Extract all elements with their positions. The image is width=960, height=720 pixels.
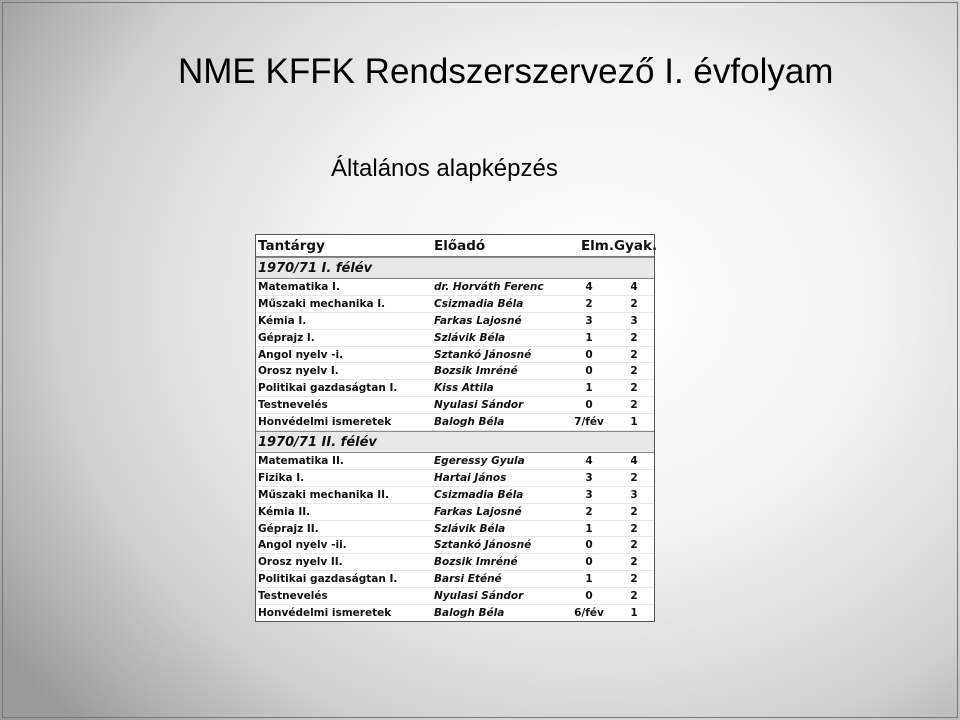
table-row (256, 521, 654, 538)
lecturer-cell: Egeressy Gyula (434, 454, 525, 467)
slide-title: NME KFFK Rendszerszervező I. évfolyam (178, 52, 834, 91)
practice-hours-cell: 2 (630, 365, 638, 378)
semester-header (256, 431, 654, 453)
table-row (256, 363, 654, 380)
table-row (256, 554, 654, 571)
lecturer-cell: Barsi Eténé (434, 573, 502, 586)
subject-cell: Politikai gazdaságtan I. (258, 382, 398, 395)
practice-hours-cell: 2 (630, 505, 638, 518)
table-row (256, 279, 654, 296)
lecturer-cell: Kiss Attila (434, 382, 494, 395)
practice-hours-cell: 2 (630, 590, 638, 603)
header-lecturer: Előadó (434, 237, 486, 254)
practice-hours-cell: 2 (630, 556, 638, 569)
lecturer-cell: Sztankó Jánosné (434, 539, 532, 552)
practice-hours-cell: 1 (630, 606, 638, 619)
practice-hours-cell: 2 (630, 348, 638, 361)
subject-cell: Géprajz I. (258, 331, 315, 344)
theory-hours-cell: 1 (585, 573, 593, 586)
semester-label: 1970/71 II. félév (258, 434, 377, 450)
table-row (256, 571, 654, 588)
course-table (255, 234, 658, 622)
table-header-row (256, 235, 658, 257)
lecturer-cell: Farkas Lajosné (434, 505, 522, 518)
subject-cell: Politikai gazdaságtan I. (258, 573, 398, 586)
practice-hours-cell: 2 (630, 297, 638, 310)
table-row (256, 588, 654, 605)
practice-hours-cell: 2 (630, 471, 638, 484)
table-row (256, 504, 654, 521)
table-row (256, 347, 654, 364)
lecturer-cell: Szlávik Béla (434, 331, 506, 344)
theory-hours-cell: 0 (585, 399, 593, 412)
theory-hours-cell: 2 (585, 297, 593, 310)
table-row (256, 487, 654, 504)
practice-hours-cell: 2 (630, 399, 638, 412)
theory-hours-cell: 1 (585, 382, 593, 395)
semester-label: 1970/71 I. félév (258, 260, 373, 276)
table-row (256, 296, 654, 313)
theory-hours-cell: 0 (585, 556, 593, 569)
lecturer-cell: Csizmadia Béla (434, 488, 524, 501)
subject-cell: Kémia I. (258, 314, 307, 327)
lecturer-cell: Sztankó Jánosné (434, 348, 532, 361)
lecturer-cell: Csizmadia Béla (434, 297, 524, 310)
subject-cell: Honvédelmi ismeretek (258, 606, 392, 619)
theory-hours-cell: 7/fév (574, 416, 604, 429)
theory-hours-cell: 0 (585, 590, 593, 603)
subject-cell: Matematika I. (258, 280, 340, 293)
lecturer-cell: Farkas Lajosné (434, 314, 522, 327)
theory-hours-cell: 6/fév (574, 606, 604, 619)
practice-hours-cell: 3 (630, 488, 638, 501)
theory-hours-cell: 3 (585, 314, 593, 327)
practice-hours-cell: 2 (630, 539, 638, 552)
practice-hours-cell: 2 (630, 331, 638, 344)
lecturer-cell: Bozsik Imréné (434, 556, 518, 569)
subject-cell: Géprajz II. (258, 522, 319, 535)
theory-hours-cell: 3 (585, 488, 593, 501)
lecturer-cell: Bozsik Imréné (434, 365, 518, 378)
header-subject: Tantárgy (258, 237, 325, 254)
subject-cell: Matematika II. (258, 454, 344, 467)
practice-hours-cell: 4 (630, 280, 638, 293)
practice-hours-cell: 2 (630, 522, 638, 535)
table-row (256, 414, 654, 431)
subject-cell: Angol nyelv -ii. (258, 539, 347, 552)
table-row (256, 537, 654, 554)
table-row (256, 453, 654, 470)
subject-cell: Fizika I. (258, 471, 305, 484)
subject-cell: Testnevelés (258, 399, 328, 412)
lecturer-cell: Balogh Béla (434, 606, 505, 619)
practice-hours-cell: 1 (630, 416, 638, 429)
semester-header (256, 257, 654, 279)
practice-hours-cell: 2 (630, 573, 638, 586)
table-row (256, 313, 654, 330)
lecturer-cell: Nyulasi Sándor (434, 399, 524, 412)
subject-cell: Műszaki mechanika I. (258, 297, 386, 310)
subject-cell: Angol nyelv -i. (258, 348, 344, 361)
theory-hours-cell: 2 (585, 505, 593, 518)
lecturer-cell: Szlávik Béla (434, 522, 506, 535)
table-row (256, 397, 654, 414)
practice-hours-cell: 2 (630, 382, 638, 395)
theory-hours-cell: 4 (585, 280, 593, 293)
theory-hours-cell: 0 (585, 348, 593, 361)
table-row (256, 470, 654, 487)
theory-hours-cell: 4 (585, 454, 593, 467)
theory-hours-cell: 3 (585, 471, 593, 484)
subject-cell: Testnevelés (258, 590, 328, 603)
table-row (256, 380, 654, 397)
subject-cell: Honvédelmi ismeretek (258, 416, 392, 429)
subject-cell: Műszaki mechanika II. (258, 488, 390, 501)
subject-cell: Kémia II. (258, 505, 311, 518)
subject-cell: Orosz nyelv II. (258, 556, 343, 569)
theory-hours-cell: 0 (585, 539, 593, 552)
header-theory: Elm. (580, 237, 614, 254)
practice-hours-cell: 3 (630, 314, 638, 327)
theory-hours-cell: 1 (585, 522, 593, 535)
lecturer-cell: Balogh Béla (434, 416, 505, 429)
lecturer-cell: dr. Horváth Ferenc (434, 280, 544, 293)
lecturer-cell: Hartai János (434, 471, 507, 484)
header-practice: Gyak. (614, 237, 658, 254)
theory-hours-cell: 0 (585, 365, 593, 378)
subject-cell: Orosz nyelv I. (258, 365, 339, 378)
slide-subtitle: Általános alapképzés (331, 155, 558, 182)
theory-hours-cell: 1 (585, 331, 593, 344)
table-row (256, 605, 654, 621)
lecturer-cell: Nyulasi Sándor (434, 590, 524, 603)
practice-hours-cell: 4 (630, 454, 638, 467)
table-row (256, 330, 654, 347)
